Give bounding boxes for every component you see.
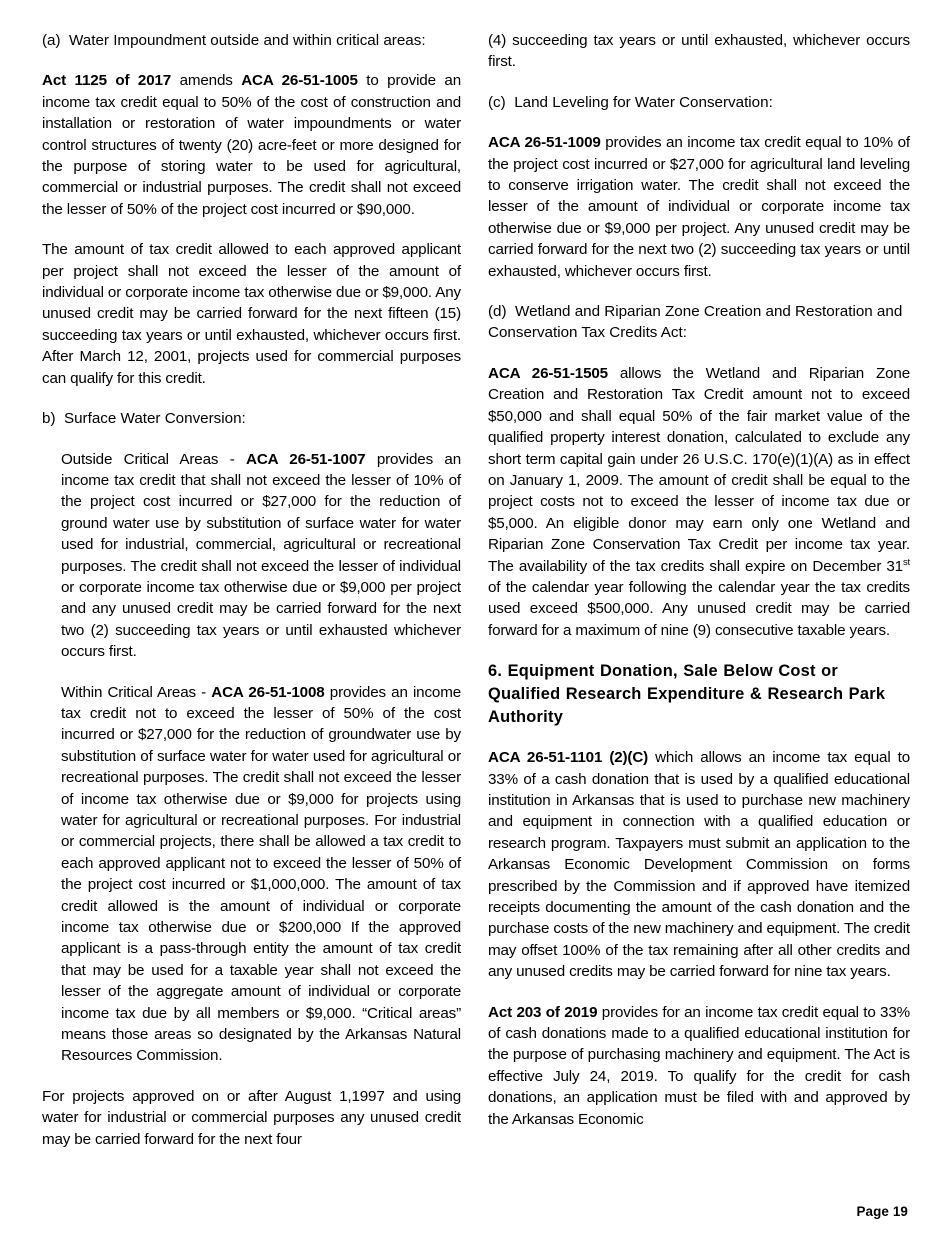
bold-aca-26-51-1009: ACA 26-51-1009 xyxy=(488,134,601,152)
section-6-heading: 6. Equipment Donation, Sale Below Cost or Qualified Research Expenditure & Research Park Authority xyxy=(488,662,886,727)
paragraph-continued-from-previous-page: (4) succeeding tax years or until exhausted, whichever occurs first. xyxy=(488,32,910,71)
paragraph-within-critical-areas xyxy=(42,682,461,1067)
list-marker-d: (d) xyxy=(488,303,507,321)
page-footer: Page 19 xyxy=(856,1204,908,1219)
text-aca-1505-part2: of the calendar year following the calendar year the tax credits used exceed $500,000. Any unused credit may be carried forward for a maximum of nine (9) consecutive taxable years. xyxy=(488,578,910,639)
bold-aca-26-51-1101: ACA 26-51-1101 (2)(C) xyxy=(488,749,649,767)
paragraph-aca-26-51-1505 xyxy=(488,363,910,641)
text-aca-1505-part1: allows the Wetland and Riparian Zone Creation and Restoration Tax Credit amount not to exceed $50,000 and shall equal 50% of the fair market value of the qualified property interest donation, calculated to exclude any short term capital gain under 26 U.S.C. 170(e)(1)(A) as in effect on January 1, 2009. The amount of credit shall be equal to the project costs not to exceed the lesser of income tax due or $5,000. An eligible donor may earn only one Wetland and Riparian Zone Conservation Tax Credit per income tax year. The availability of the tax credits shall expire on December 31 xyxy=(488,364,910,575)
text-act-203-body: provides for an income tax credit equal to 33% of cash donations made to a qualified educational institution for the purpose of purchasing machinery and equipment. The Act is effective July 24, 2019. To qualify for the credit for cash donations, an application must be filed with and approved by the Arkansas Economic xyxy=(488,1003,910,1128)
bold-aca-26-51-1007: ACA 26-51-1007 xyxy=(246,450,366,468)
text-within-critical-lead: Within Critical Areas - xyxy=(61,683,212,701)
list-marker-a: (a) xyxy=(42,32,61,49)
list-item-a-heading xyxy=(42,30,461,51)
paragraph-act-203-of-2019 xyxy=(488,1002,910,1130)
ordinal-superscript-st: st xyxy=(902,555,910,567)
text-aca-1101-body: which allows an income tax equal to 33% of a cash donation that is used by a qualified educational institution in Arkansas that is used to purchase new machinery and equipment in connection with a qualified education or research program. Taxpayers must submit an application to the Arkansas Economic Development Commission on forms prescribed by the Commission and if approved have itemized receipts documenting the amount of the cash donation and the purchase costs of the new machinery and equipment. The credit may offset 100% of the tax remaining after all other credits and any unused credits may be carried forward for nine tax years. xyxy=(488,749,910,981)
list-item-b-heading xyxy=(42,408,461,429)
bold-act-1125: Act 1125 of 2017 xyxy=(42,72,172,90)
list-item-c-text: Land Leveling for Water Conservation: xyxy=(514,93,773,111)
paragraph-for-projects-approved: For projects approved on or after August 1,1997 and using water for industrial or commercial purposes any unused credit may be carried forward for the next four xyxy=(42,1087,461,1148)
text-amends: amends xyxy=(171,72,242,90)
bold-aca-26-51-1005: ACA 26-51-1005 xyxy=(241,72,358,90)
bold-act-203: Act 203 of 2019 xyxy=(488,1003,598,1021)
paragraph-aca-26-51-1101 xyxy=(488,747,910,982)
text-aca-1009-body: provides an income tax credit equal to 10% of the project cost incurred or $27,000 for agricultural land leveling to conserve irrigation water. The credit shall not exceed the lesser of the amount of individual or corporate income tax otherwise due or $9,000 per project. Any unused credit may be carried forward for the next two (2) succeeding tax years or until exhausted, whichever occurs first. xyxy=(488,134,910,280)
text-outside-critical-lead: Outside Critical Areas - xyxy=(61,450,246,468)
text-outside-critical-body: provides an income tax credit that shall not exceed the lesser of 10% of the project cost incurred or $27,000 for the reduction of ground water use by substitution of surface water for water used for industrial, commercial, agricultural or recreational purposes. The credit shall not exceed the lesser of individual or corporate income tax otherwise due or $9,000 per project and any unused credit may be carried forward for the next two (2) succeeding tax years or until exhausted whichever occurs first. xyxy=(61,450,461,661)
bold-aca-26-51-1505: ACA 26-51-1505 xyxy=(488,364,608,382)
two-column-layout xyxy=(42,30,908,1150)
list-item-a-text: Water Impoundment outside and within critical areas: xyxy=(69,32,426,49)
list-item-b-text: Surface Water Conversion: xyxy=(63,410,246,428)
paragraph-act-1125-of-2017 xyxy=(42,70,461,220)
left-column xyxy=(42,30,461,1150)
paragraph-amount-of-tax-credit-allowed: The amount of tax credit allowed to each approved applicant per project shall not exceed the lesser of the amount of individual or corporate income tax otherwise due or $9,000. Any unused credit may be carried forward for the next fifteen (15) succeeding tax years or until exhausted, whichever occurs first. After March 12, 2001, projects used for commercial purposes can qualify for this credit. xyxy=(42,241,461,387)
paragraph-aca-26-51-1009 xyxy=(488,132,910,282)
list-marker-b: b) xyxy=(42,410,56,428)
paragraph-outside-critical-areas xyxy=(42,449,461,663)
right-column xyxy=(488,30,910,1130)
list-item-c-heading xyxy=(488,92,910,113)
list-item-d-heading xyxy=(488,301,910,344)
list-marker-c: (c) xyxy=(488,93,506,111)
text-act-1125-body: to provide an income tax credit equal to 50% of the cost of construction and installation or restoration of water impoundments or water control structures of twenty (20) acre-feet or more designed for the purpose of storing water to be used for agricultural, commercial or industrial purposes. The credit shall not exceed the lesser of 50% of the project cost incurred or $90,000. xyxy=(42,72,461,218)
list-item-d-text: Wetland and Riparian Zone Creation and Restoration and Conservation Tax Credits Act: xyxy=(488,303,903,342)
text-within-critical-body: provides an income tax credit not to exceed the lesser of 50% of the cost incurred or $27,000 for the reduction of groundwater use by substitution of surface water for water used for agricultural or recreational purposes. The credit shall not exceed the lesser of income tax otherwise due or $9,000 for projects using water for agricultural or recreational purposes. For industrial or commercial projects, there shall be allowed a tax credit to each approved applicant not to exceed the lesser of 50% of the project cost incurred or $1,000,000. The amount of tax credit allowed is the amount of individual or corporate income tax otherwise due or $200,000 If the approved applicant is a pass-through entity the amount of tax credit that may be used for a taxable year shall not exceed the lesser of the aggregate amount of individual or corporate income tax due by all members or $9,000. “Critical areas” means those areas so designated by the Arkansas Natural Resources Commission. xyxy=(61,683,462,1065)
bold-aca-26-51-1008: ACA 26-51-1008 xyxy=(211,683,325,701)
